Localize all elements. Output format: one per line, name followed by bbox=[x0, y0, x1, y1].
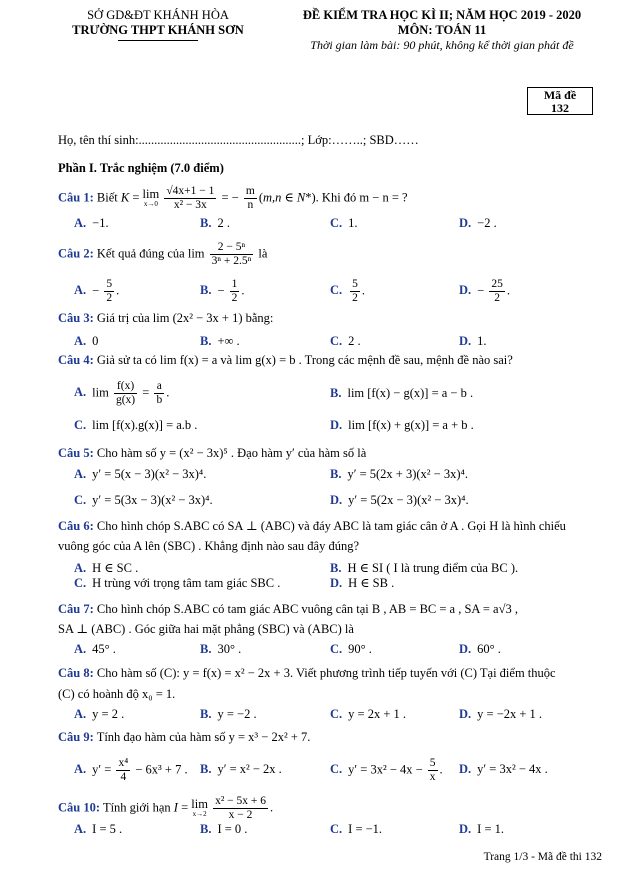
subject: MÔN: TOÁN 11 bbox=[397, 23, 487, 37]
exam-title: ĐỀ KIỂM TRA HỌC KÌ II; NĂM HỌC 2019 - 2020 bbox=[302, 8, 582, 22]
q2-option-d[interactable]: D. − $\frac{25}{2}$ . bbox=[459, 278, 510, 304]
q9-option-c[interactable]: C. y′ = 3x² − 4x − $\frac{5}{x}$ . bbox=[330, 757, 443, 783]
q6-option-d[interactable]: D. H ∈ SB . bbox=[330, 576, 395, 590]
q4-option-b[interactable]: B. lim [f(x) − g(x)] = a − b . bbox=[330, 386, 474, 400]
exam-code-box bbox=[527, 87, 593, 115]
question-label: Câu 9: bbox=[58, 730, 94, 744]
question-text: . Khi đó m − n = ? bbox=[315, 190, 408, 205]
question-label: Câu 1: bbox=[58, 190, 94, 205]
q5-option-c[interactable]: C. y′ = 5(3x − 3)(x² − 3x)⁴. bbox=[74, 493, 213, 507]
question-label: Câu 5: bbox=[58, 446, 94, 460]
question-text: Cho hình chóp S.ABC có SA ⊥ (ABC) và đáy ABC là tam giác cân ở A . Gọi H là hình chiếu bbox=[96, 519, 566, 533]
fraction: $\frac{m}{n}$ bbox=[245, 185, 255, 211]
question-7-line2: SA ⊥ (ABC) . Góc giữa hai mặt phẳng (SBC) và (ABC) là bbox=[58, 622, 354, 636]
q3-option-c[interactable]: C. 2 . bbox=[330, 334, 361, 348]
q2-option-a[interactable]: A. − $\frac{5}{2}$ . bbox=[74, 278, 120, 304]
q10-option-c[interactable]: C. I = −1. bbox=[330, 822, 383, 836]
q8-option-c[interactable]: C. y = 2x + 1 . bbox=[330, 707, 407, 721]
q3-option-b[interactable]: B. +∞ . bbox=[200, 334, 240, 348]
q1-option-b[interactable]: B. 2 . bbox=[200, 216, 230, 230]
question-3 bbox=[58, 310, 273, 326]
question-label: Câu 2: bbox=[58, 246, 94, 261]
question-label: Câu 6: bbox=[58, 519, 94, 533]
q1-option-a[interactable]: A. −1. bbox=[74, 216, 109, 230]
limit-symbol: lim x→2 bbox=[191, 796, 208, 818]
q6-option-c[interactable]: C. H trùng với trọng tâm tam giác SBC . bbox=[74, 576, 281, 590]
q2-option-b[interactable]: B. − $\frac{1}{2}$ . bbox=[200, 278, 245, 304]
q2-option-c[interactable]: C. $\frac{5}{2}$ . bbox=[330, 278, 366, 304]
q3-option-a[interactable]: A. 0 bbox=[74, 334, 99, 348]
q5-option-a[interactable]: A. y′ = 5(x − 3)(x² − 3x)⁴. bbox=[74, 467, 207, 481]
q1-option-d[interactable]: D. −2 . bbox=[459, 216, 497, 230]
q9-option-b[interactable]: B. y′ = x² − 2x . bbox=[200, 762, 282, 776]
question-8-line2: (C) có hoành độ x₀ = 1. bbox=[58, 687, 176, 701]
question-10: Câu 10: Tính giới hạn I = lim x→2 $\frac{\text{x² − 5x + 6}}{x - 2}$ . bbox=[58, 795, 274, 821]
question-1: Câu 1: Biết K = lim x→0 $\frac{√4x+1 - 1}{\text{x² − 3x}}$ = − $\frac{m}{n}$ (m,n ∈ N*). Khi đó m − n = ? bbox=[58, 185, 408, 211]
question-text: Cho hình chóp S.ABC có tam giác ABC vuông cân tại B , AB = BC = a , SA = a√3 , bbox=[96, 602, 518, 616]
q9-option-a[interactable]: A. y′ = $\frac{\text{x⁴}}{4}$ − 6x³ + 7 . bbox=[74, 757, 188, 783]
q9-option-d[interactable]: D. y′ = 3x² − 4x . bbox=[459, 762, 548, 776]
question-label: Câu 8: bbox=[58, 666, 94, 680]
page-footer: Trang 1/3 - Mã đề thi 132 bbox=[483, 851, 602, 863]
q4-option-a[interactable]: A. lim $\frac{f(x)}{g(x)}$ = $\frac{a}{b}$ . bbox=[74, 380, 170, 406]
q10-option-a[interactable]: A. I = 5 . bbox=[74, 822, 123, 836]
question-7 bbox=[58, 601, 518, 617]
exam-header bbox=[272, 8, 612, 53]
exam-code-label: Mã đề bbox=[543, 88, 577, 102]
question-text: Tính đạo hàm của hàm số y = x³ − 2x² + 7. bbox=[96, 730, 311, 744]
q5-option-d[interactable]: D. y′ = 5(2x − 3)(x² − 3x)⁴. bbox=[330, 493, 469, 507]
fraction: $\frac{√4x+1 - 1}{\text{x² − 3x}}$ bbox=[166, 185, 215, 211]
school-header bbox=[58, 8, 258, 41]
question-4 bbox=[58, 352, 513, 368]
q6-option-a[interactable]: A. H ∈ SC . bbox=[74, 561, 139, 575]
question-label: Câu 7: bbox=[58, 602, 94, 616]
q8-option-b[interactable]: B. y = −2 . bbox=[200, 707, 257, 721]
school-name: TRƯỜNG THPT KHÁNH SƠN bbox=[72, 23, 244, 37]
q1-option-c[interactable]: C. 1. bbox=[330, 216, 358, 230]
q8-option-d[interactable]: D. y = −2x + 1 . bbox=[459, 707, 543, 721]
question-text: Kết quả đúng của bbox=[96, 246, 185, 261]
q4-option-c[interactable]: C. lim [f(x).g(x)] = a.b . bbox=[74, 418, 198, 432]
question-label: Câu 4: bbox=[58, 353, 94, 367]
part-title: Phần I. Trắc nghiệm (7.0 điểm) bbox=[58, 161, 224, 175]
question-label: Câu 3: bbox=[58, 311, 94, 325]
q8-option-a[interactable]: A. y = 2 . bbox=[74, 707, 125, 721]
question-6-line2: vuông góc của A lên (SBC) . Khẳng định nào sau đây đúng? bbox=[58, 539, 359, 553]
department-name: SỞ GD&ĐT KHÁNH HÒA bbox=[87, 8, 229, 22]
question-6 bbox=[58, 518, 566, 534]
limit-symbol: lim x→0 bbox=[142, 186, 160, 208]
q7-option-b[interactable]: B. 30° . bbox=[200, 642, 242, 656]
question-text: Giả sử ta có lim f(x) = a và lim g(x) = b . Trong các mệnh đề sau, mệnh đề nào sai? bbox=[96, 353, 513, 367]
question-suffix: là bbox=[258, 246, 268, 261]
q7-option-d[interactable]: D. 60° . bbox=[459, 642, 501, 656]
q7-option-a[interactable]: A. 45° . bbox=[74, 642, 116, 656]
fraction: $\frac{\text{2 − 5ⁿ}}{\text{3ⁿ + 2.5ⁿ}}$ bbox=[211, 241, 252, 267]
question-text: Giá trị của lim (2x² − 3x + 1) bằng: bbox=[96, 311, 274, 325]
question-2: Câu 2: Kết quả đúng của lim $\frac{\text{2 − 5ⁿ}}{\text{3ⁿ + 2.5ⁿ}}$ là bbox=[58, 241, 268, 267]
question-8 bbox=[58, 665, 556, 681]
q4-option-d[interactable]: D. lim [f(x) + g(x)] = a + b . bbox=[330, 418, 474, 432]
q6-option-b[interactable]: B. H ∈ SI ( I là trung điểm của BC ). bbox=[330, 561, 519, 575]
q10-option-b[interactable]: B. I = 0 . bbox=[200, 822, 248, 836]
q7-option-c[interactable]: C. 90° . bbox=[330, 642, 372, 656]
question-label: Câu 10: bbox=[58, 800, 101, 815]
question-text: Cho hàm số y = (x² − 3x)⁵ . Đạo hàm y′ của hàm số là bbox=[96, 446, 367, 460]
q5-option-b[interactable]: B. y′ = 5(2x + 3)(x² − 3x)⁴. bbox=[330, 467, 468, 481]
q3-option-d[interactable]: D. 1. bbox=[459, 334, 487, 348]
q10-option-d[interactable]: D. I = 1. bbox=[459, 822, 504, 836]
question-text: Cho hàm số (C): y = f(x) = x² − 2x + 3. Viết phương trình tiếp tuyến với (C) Tại điểm thuộc bbox=[96, 666, 556, 680]
question-text: Tính giới hạn bbox=[102, 800, 171, 815]
student-info-line: Họ, tên thí sinh:....................................................; Lớp:……..; SBD…… bbox=[58, 133, 419, 147]
exam-code: 132 bbox=[551, 101, 569, 115]
header-underline bbox=[118, 40, 198, 41]
time-info: Thời gian làm bài: 90 phút, không kể thời gian phát đề bbox=[310, 38, 574, 52]
question-9 bbox=[58, 729, 310, 745]
fraction: $\frac{\text{x² − 5x + 6}}{x - 2}$ bbox=[215, 795, 266, 821]
question-text: Biết bbox=[96, 190, 118, 205]
question-5 bbox=[58, 445, 366, 461]
